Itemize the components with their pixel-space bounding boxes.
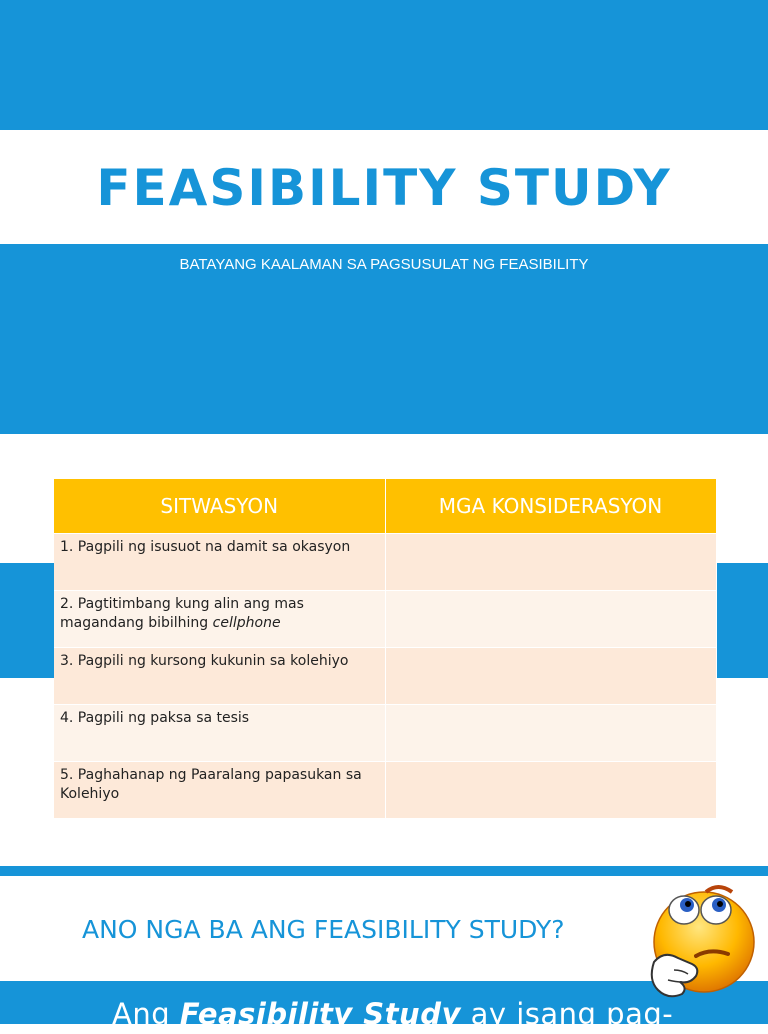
consideration-cell xyxy=(385,705,716,762)
header-situation: SITWASYON xyxy=(54,479,385,534)
slide-title: FEASIBILITY STUDY xyxy=(96,159,672,217)
consideration-cell xyxy=(385,591,716,648)
definition-text xyxy=(112,994,687,1034)
consideration-cell xyxy=(385,648,716,705)
right-accent-band xyxy=(716,563,768,678)
situation-italic-text: cellphone xyxy=(212,615,281,631)
section-question: ANO NGA BA ANG FEASIBILITY STUDY? xyxy=(82,915,565,944)
situation-cell: 1. Pagpili ng isusuot na damit sa okasyon xyxy=(54,534,385,591)
situation-cell xyxy=(54,591,385,648)
header-considerations: MGA KONSIDERASYON xyxy=(385,479,716,534)
left-accent-band xyxy=(0,563,54,678)
title-top-band xyxy=(0,0,768,130)
definition-suffix: ay isang pag- xyxy=(460,997,674,1031)
table-header-row xyxy=(54,479,716,534)
definition-prefix: Ang xyxy=(112,997,180,1031)
table-row xyxy=(54,534,716,591)
table-row xyxy=(54,648,716,705)
situations-table xyxy=(54,479,717,818)
table-row xyxy=(54,591,716,648)
slide-subtitle: BATAYANG KAALAMAN SA PAGSUSULAT NG FEASIBILITY xyxy=(179,256,589,273)
thinking-face-icon xyxy=(644,884,760,1004)
table-row xyxy=(54,705,716,762)
situation-cell: 5. Paghahanap ng Paaralang papasukan sa Kolehiyo xyxy=(54,762,385,819)
situation-cell: 4. Pagpili ng paksa sa tesis xyxy=(54,705,385,762)
consideration-cell xyxy=(385,762,716,819)
situation-text: 2. Pagtitimbang kung alin ang mas magandang bibilhing xyxy=(60,596,304,631)
slide3-top-line xyxy=(0,866,768,876)
consideration-cell xyxy=(385,534,716,591)
situation-cell: 3. Pagpili ng kursong kukunin sa kolehiyo xyxy=(54,648,385,705)
table-row xyxy=(54,762,716,819)
definition-term: Feasibility Study xyxy=(179,997,461,1031)
